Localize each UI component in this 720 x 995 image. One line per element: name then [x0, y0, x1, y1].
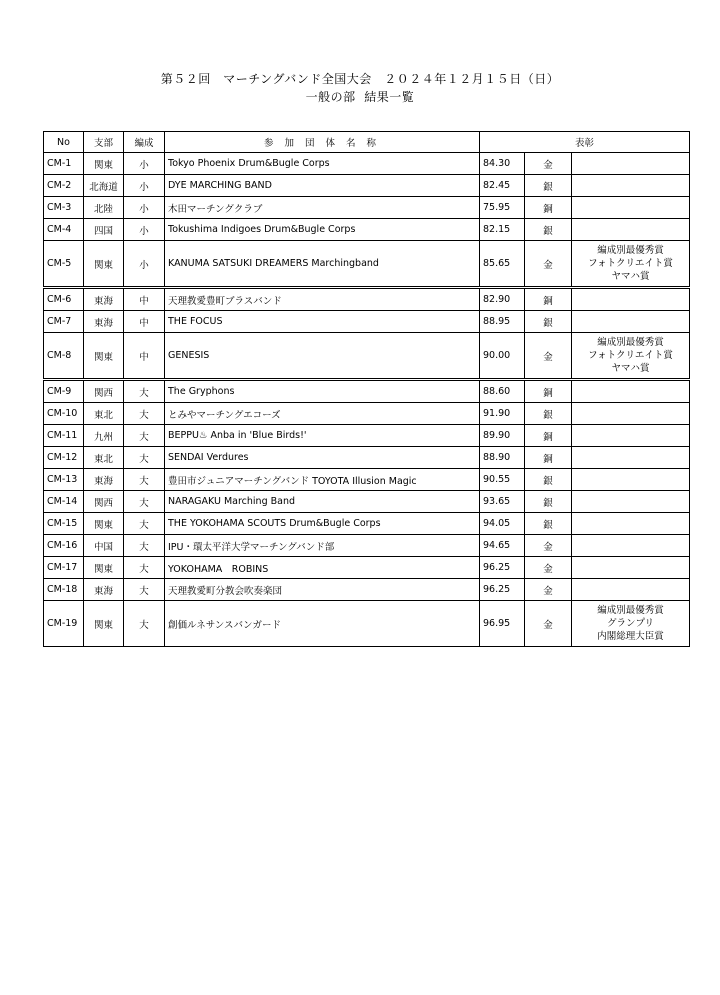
row-branch: 関東: [84, 153, 124, 175]
award-item: 編成別最優秀賞: [597, 337, 664, 348]
row-score: 89.90: [480, 425, 525, 447]
row-formation: 大: [124, 557, 165, 579]
row-branch: 北陸: [84, 197, 124, 219]
row-formation: 小: [124, 241, 165, 288]
row-name: 天理教愛町分教会吹奏楽団: [165, 579, 480, 601]
row-score: 84.30: [480, 153, 525, 175]
award-item: グランプリ: [606, 618, 655, 629]
row-score: 93.65: [480, 491, 525, 513]
row-formation: 大: [124, 403, 165, 425]
row-awards: [572, 175, 690, 197]
row-branch: 関西: [84, 380, 124, 403]
table-row: [44, 241, 690, 288]
row-branch: 関東: [84, 241, 124, 288]
row-no: CM-13: [44, 469, 84, 491]
row-awards: [572, 579, 690, 601]
row-branch: 四国: [84, 219, 124, 241]
row-score: 90.55: [480, 469, 525, 491]
row-score: 88.90: [480, 447, 525, 469]
row-medal: 銀: [525, 513, 572, 535]
table-row: [44, 491, 690, 513]
row-name: Tokyo Phoenix Drum&Bugle Corps: [165, 153, 480, 175]
row-awards: [572, 425, 690, 447]
row-score: 96.95: [480, 601, 525, 647]
table-row: [44, 175, 690, 197]
row-name: YOKOHAMA ROBINS: [165, 557, 480, 579]
row-formation: 大: [124, 491, 165, 513]
row-formation: 中: [124, 311, 165, 333]
row-no: CM-5: [44, 241, 84, 288]
row-awards: [572, 535, 690, 557]
row-score: 75.95: [480, 197, 525, 219]
row-formation: 大: [124, 425, 165, 447]
row-formation: 小: [124, 197, 165, 219]
award-item: 編成別最優秀賞: [597, 605, 664, 616]
row-no: CM-7: [44, 311, 84, 333]
results-table: [43, 131, 690, 647]
row-awards: [572, 491, 690, 513]
row-medal: 金: [525, 535, 572, 557]
header-name: 参 加 団 体 名 称: [165, 132, 480, 153]
row-medal: 銅: [525, 288, 572, 311]
row-formation: 大: [124, 513, 165, 535]
row-medal: 金: [525, 153, 572, 175]
row-branch: 関西: [84, 491, 124, 513]
table-row: [44, 403, 690, 425]
row-name: THE FOCUS: [165, 311, 480, 333]
award-item: 編成別最優秀賞: [597, 245, 664, 256]
table-row: [44, 513, 690, 535]
row-no: CM-19: [44, 601, 84, 647]
row-no: CM-18: [44, 579, 84, 601]
table-row: [44, 380, 690, 403]
row-medal: 銅: [525, 447, 572, 469]
row-awards: [572, 469, 690, 491]
row-medal: 銅: [525, 380, 572, 403]
table-row: [44, 469, 690, 491]
row-name: DYE MARCHING BAND: [165, 175, 480, 197]
row-medal: 金: [525, 241, 572, 288]
results-body: [44, 153, 690, 647]
table-header-row: [44, 132, 690, 153]
table-row: [44, 333, 690, 380]
award-item: フォトクリエイト賞: [588, 350, 673, 361]
row-branch: 北海道: [84, 175, 124, 197]
row-awards: [572, 241, 690, 288]
row-branch: 関東: [84, 333, 124, 380]
row-medal: 銅: [525, 425, 572, 447]
row-name: SENDAI Verdures: [165, 447, 480, 469]
row-awards: [572, 219, 690, 241]
header-awards: 表彰: [480, 132, 690, 153]
row-no: CM-10: [44, 403, 84, 425]
row-medal: 銀: [525, 219, 572, 241]
row-name: THE YOKOHAMA SCOUTS Drum&Bugle Corps: [165, 513, 480, 535]
row-no: CM-11: [44, 425, 84, 447]
row-awards: [572, 288, 690, 311]
table-row: [44, 425, 690, 447]
row-awards: [572, 513, 690, 535]
row-medal: 銀: [525, 311, 572, 333]
header-no: No: [44, 132, 84, 153]
row-medal: 銀: [525, 403, 572, 425]
table-row: [44, 601, 690, 647]
row-formation: 中: [124, 333, 165, 380]
row-branch: 東海: [84, 469, 124, 491]
row-score: 85.65: [480, 241, 525, 288]
row-formation: 大: [124, 535, 165, 557]
table-row: [44, 579, 690, 601]
row-awards: [572, 557, 690, 579]
row-no: CM-1: [44, 153, 84, 175]
row-branch: 関東: [84, 557, 124, 579]
row-no: CM-2: [44, 175, 84, 197]
award-item: ヤマハ賞: [611, 363, 650, 374]
row-score: 91.90: [480, 403, 525, 425]
row-branch: 東海: [84, 311, 124, 333]
row-medal: 銀: [525, 491, 572, 513]
row-name: The Gryphons: [165, 380, 480, 403]
row-score: 96.25: [480, 557, 525, 579]
table-row: [44, 197, 690, 219]
row-awards: [572, 311, 690, 333]
row-formation: 小: [124, 153, 165, 175]
row-no: CM-16: [44, 535, 84, 557]
row-medal: 銀: [525, 469, 572, 491]
row-no: CM-15: [44, 513, 84, 535]
header-branch: 支部: [84, 132, 124, 153]
row-no: CM-6: [44, 288, 84, 311]
row-branch: 東海: [84, 579, 124, 601]
row-name: 創価ルネサンスバンガード: [165, 601, 480, 647]
award-item: 内閣総理大臣賞: [597, 631, 664, 642]
row-formation: 小: [124, 175, 165, 197]
row-awards: [572, 333, 690, 380]
row-score: 82.15: [480, 219, 525, 241]
row-formation: 大: [124, 447, 165, 469]
row-no: CM-17: [44, 557, 84, 579]
award-item: ヤマハ賞: [611, 271, 650, 282]
row-score: 90.00: [480, 333, 525, 380]
row-no: CM-4: [44, 219, 84, 241]
row-no: CM-8: [44, 333, 84, 380]
row-score: 94.05: [480, 513, 525, 535]
row-medal: 金: [525, 601, 572, 647]
row-name: とみやマーチングエコーズ: [165, 403, 480, 425]
row-awards: [572, 380, 690, 403]
row-name: BEPPU♨ Anba in 'Blue Birds!': [165, 425, 480, 447]
table-row: [44, 153, 690, 175]
row-medal: 金: [525, 333, 572, 380]
row-name: NARAGAKU Marching Band: [165, 491, 480, 513]
row-awards: [572, 447, 690, 469]
row-branch: 東北: [84, 403, 124, 425]
table-row: [44, 311, 690, 333]
table-row: [44, 447, 690, 469]
row-no: CM-12: [44, 447, 84, 469]
row-formation: 大: [124, 601, 165, 647]
row-branch: 関東: [84, 513, 124, 535]
row-no: CM-9: [44, 380, 84, 403]
row-name: 木田マーチングクラブ: [165, 197, 480, 219]
row-formation: 小: [124, 219, 165, 241]
row-name: GENESIS: [165, 333, 480, 380]
row-awards: [572, 403, 690, 425]
row-score: 82.90: [480, 288, 525, 311]
page-subtitle: 一般の部 結果一覧: [305, 90, 415, 104]
row-medal: 金: [525, 579, 572, 601]
table-row: [44, 557, 690, 579]
row-score: 94.65: [480, 535, 525, 557]
row-score: 88.60: [480, 380, 525, 403]
table-row: [44, 219, 690, 241]
row-branch: 関東: [84, 601, 124, 647]
row-name: 天理教愛豊町ブラスバンド: [165, 288, 480, 311]
row-score: 88.95: [480, 311, 525, 333]
row-medal: 銀: [525, 175, 572, 197]
row-score: 96.25: [480, 579, 525, 601]
page-title: 第５２回 マーチングバンド全国大会 ２０２４年１２月１５日（日）: [160, 72, 560, 86]
row-formation: 大: [124, 579, 165, 601]
row-awards: [572, 153, 690, 175]
row-branch: 中国: [84, 535, 124, 557]
table-row: [44, 535, 690, 557]
row-name: KANUMA SATSUKI DREAMERS Marchingband: [165, 241, 480, 288]
row-medal: 銅: [525, 197, 572, 219]
row-name: IPU・環太平洋大学マーチングバンド部: [165, 535, 480, 557]
row-no: CM-3: [44, 197, 84, 219]
row-awards: [572, 197, 690, 219]
row-formation: 大: [124, 469, 165, 491]
row-awards: [572, 601, 690, 647]
row-branch: 東北: [84, 447, 124, 469]
row-branch: 東海: [84, 288, 124, 311]
row-name: 豊田市ジュニアマーチングバンド TOYOTA Illusion Magic: [165, 469, 480, 491]
row-medal: 金: [525, 557, 572, 579]
table-row: [44, 288, 690, 311]
award-item: フォトクリエイト賞: [588, 258, 673, 269]
row-formation: 中: [124, 288, 165, 311]
row-no: CM-14: [44, 491, 84, 513]
row-formation: 大: [124, 380, 165, 403]
row-name: Tokushima Indigoes Drum&Bugle Corps: [165, 219, 480, 241]
row-score: 82.45: [480, 175, 525, 197]
row-branch: 九州: [84, 425, 124, 447]
header-formation: 編成: [124, 132, 165, 153]
